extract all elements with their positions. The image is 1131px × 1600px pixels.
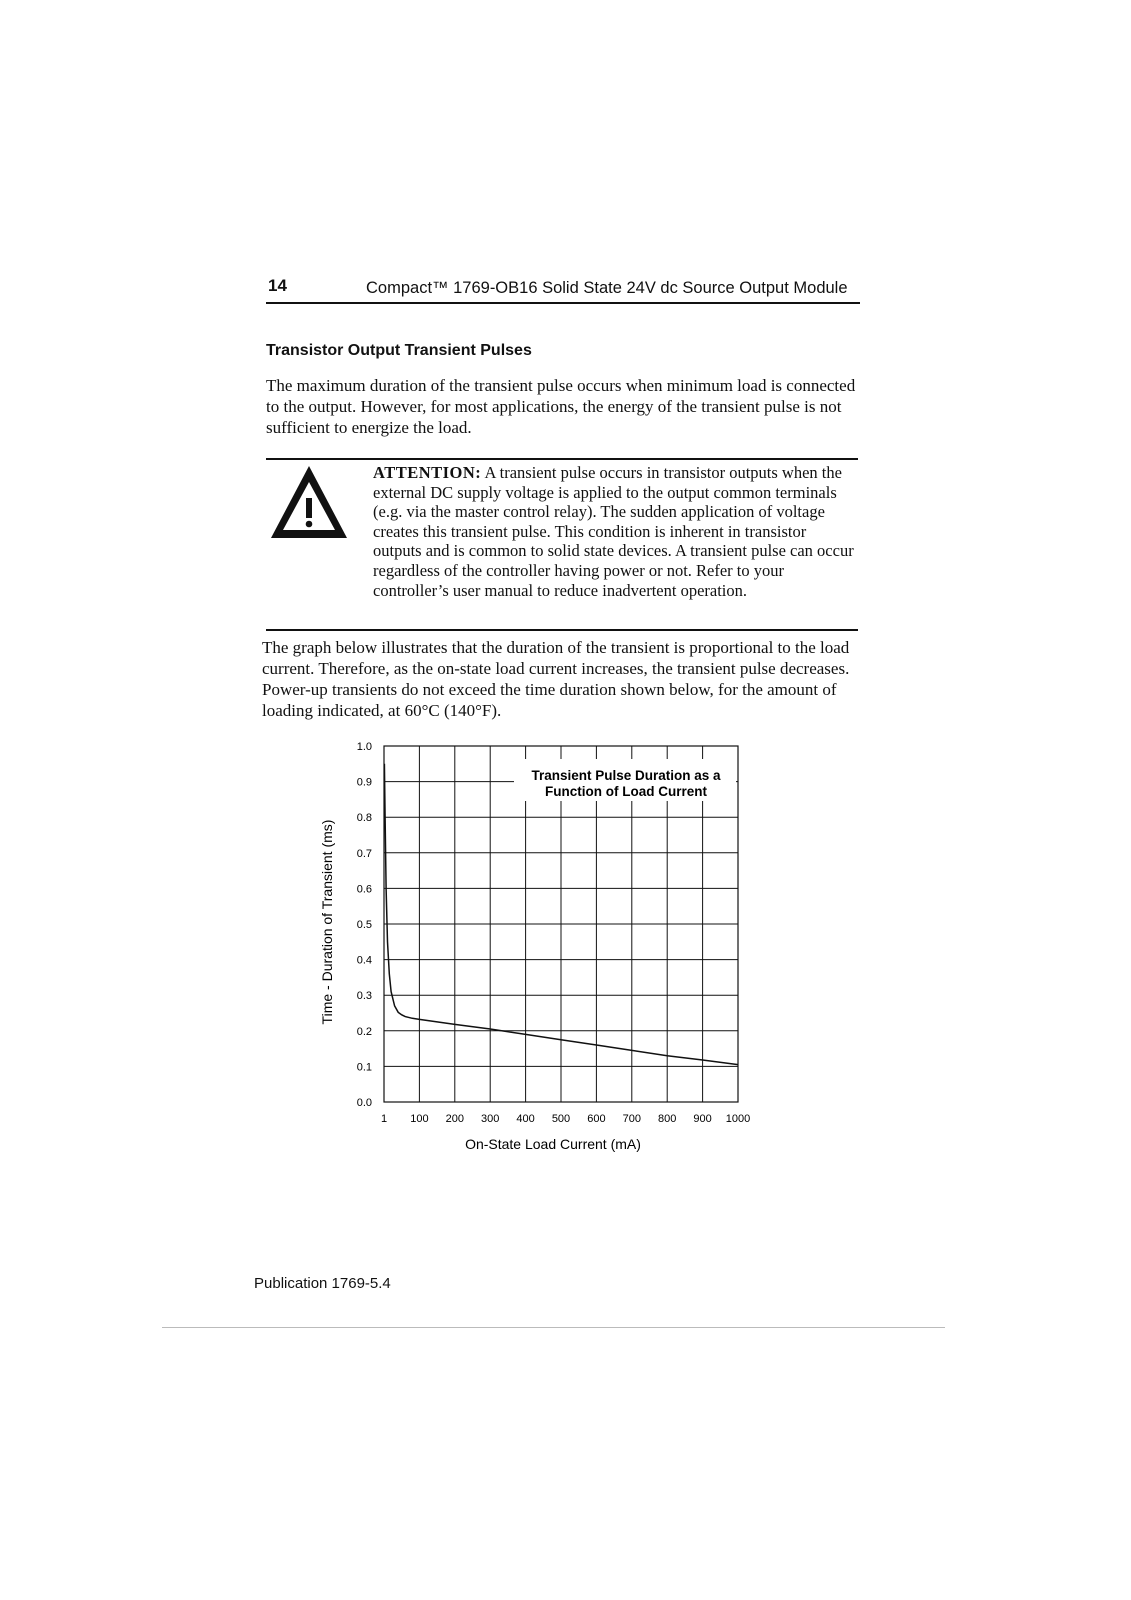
attention-bottom-rule — [266, 629, 858, 631]
chart-title-line1: Transient Pulse Duration as a — [531, 768, 721, 783]
x-axis-label: On-State Load Current (mA) — [465, 1136, 641, 1152]
x-tick-label: 100 — [410, 1113, 429, 1125]
x-tick-label: 400 — [516, 1113, 535, 1125]
y-tick-label: 0.3 — [356, 990, 372, 1003]
x-tick-label: 500 — [551, 1113, 571, 1125]
y-tick-labels — [357, 741, 372, 1109]
x-tick-label: 800 — [658, 1113, 677, 1125]
section-heading: Transistor Output Transient Pulses — [266, 342, 532, 359]
x-tick-label: 200 — [445, 1113, 464, 1125]
chart-title-line2: Function of Load Current — [545, 784, 707, 799]
intro-paragraph: The maximum duration of the transient pulse occurs when minimum load is connected to the output. However, for most applications, the energy of the transient pulse is not sufficient to energize the load. — [266, 376, 856, 437]
x-tick-label: 900 — [693, 1113, 712, 1125]
attention-block — [373, 463, 858, 600]
attention-label: ATTENTION: — [373, 463, 482, 482]
attention-text: A transient pulse occurs in transistor outputs when the external DC supply voltage is applied to the output common terminals (e.g. via the master control relay). The sudden application of voltage creates this transient pulse. This condition is inherent in transistor outputs and is common to solid state devices. A transient pulse can occur regardless of the controller having power or not. Refer to your controller’s user manual to reduce inadvertent operation. — [373, 463, 854, 600]
y-tick-label: 0.9 — [356, 776, 372, 789]
y-tick-label: 0.1 — [356, 1061, 372, 1074]
x-tick-label: 600 — [587, 1113, 606, 1125]
y-tick-label: 0.2 — [356, 1025, 372, 1038]
publication-footer: Publication 1769-5.4 — [254, 1275, 391, 1292]
y-tick-label: 0.8 — [356, 812, 372, 825]
header-rule — [266, 302, 860, 304]
attention-top-rule — [266, 458, 858, 460]
y-tick-label: 0.6 — [356, 883, 372, 896]
x-tick-labels — [381, 1113, 750, 1125]
graph-description-paragraph: The graph below illustrates that the duration of the transient is proportional to the load current. Therefore, as the on-state load current increases, the transient pulse decreases. Power-up transients do not exceed the time duration shown below, for the amount of loading indicated, at 60°C (140°F). — [262, 638, 850, 720]
y-tick-label: 0.7 — [356, 847, 372, 860]
y-tick-label: 0.0 — [356, 1097, 372, 1109]
y-tick-label: 0.5 — [356, 919, 372, 931]
transient-pulse-chart — [300, 730, 770, 1160]
warning-triangle-icon — [268, 462, 350, 542]
x-tick-label: 300 — [481, 1113, 500, 1125]
x-tick-label: 700 — [622, 1113, 641, 1125]
x-tick-label: 1 — [380, 1113, 388, 1125]
y-axis-label: Time - Duration of Transient (ms) — [319, 819, 335, 1025]
y-tick-label: 1.0 — [356, 741, 372, 753]
x-tick-label: 1000 — [725, 1113, 751, 1125]
page-number: 14 — [268, 276, 287, 295]
running-header-title: Compact™ 1769-OB16 Solid State 24V dc Source Output Module — [366, 279, 848, 297]
y-tick-label: 0.4 — [356, 954, 372, 967]
footer-rule — [162, 1327, 945, 1328]
